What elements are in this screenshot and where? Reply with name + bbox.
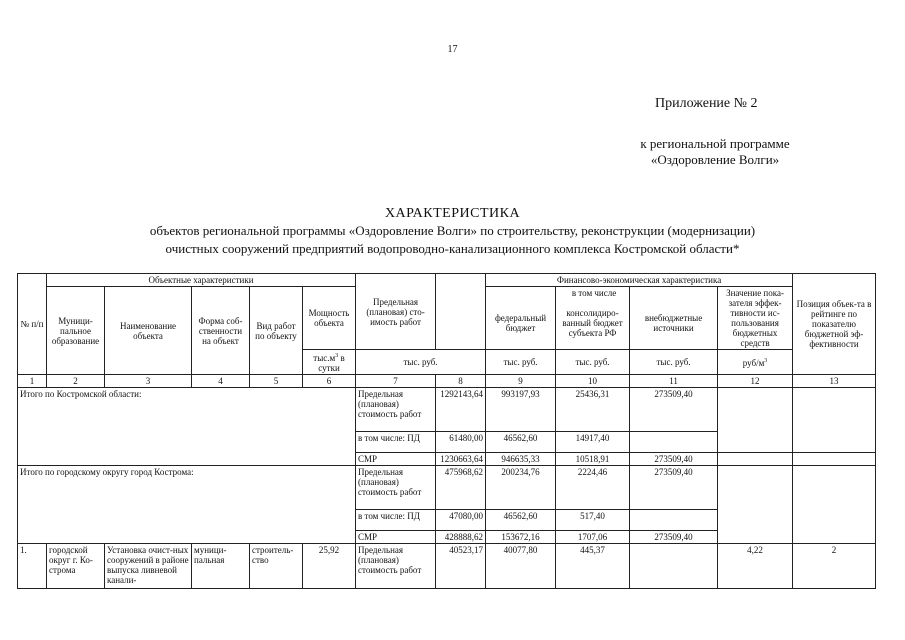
column-numbers-row <box>18 375 876 388</box>
col-number: 2 <box>47 375 105 388</box>
cell-federal: 200234,76 <box>486 466 556 510</box>
cell-federal: 946635,33 <box>486 453 556 466</box>
group-header-including: в том числе <box>571 288 617 298</box>
row-type: в том числе: ПД <box>356 432 436 453</box>
table-row <box>18 388 876 432</box>
col-number: 3 <box>105 375 192 388</box>
cell-total: 47080,00 <box>436 510 486 531</box>
subtitle-line-2: очистных сооружений предприятий водопроводно-канализационного комплекса Костромской области* <box>165 241 740 256</box>
cell-extrabudget <box>630 432 718 453</box>
cell-consolidated: 25436,31 <box>556 388 630 432</box>
object-municipality: городской округ г. Ко-строма <box>47 544 105 589</box>
page-number: 17 <box>447 44 458 55</box>
col-header-capacity: Мощность объекта <box>303 287 356 350</box>
object-total: 40523,17 <box>436 544 486 589</box>
object-consolidated: 445,37 <box>556 544 630 589</box>
cell-total: 1230663,64 <box>436 453 486 466</box>
row-type: Предельная (плановая) стоимость работ <box>356 466 436 510</box>
unit-federal: тыс. руб. <box>486 350 556 375</box>
cell-total: 61480,00 <box>436 432 486 453</box>
cell-federal: 46562,60 <box>486 432 556 453</box>
program-line-1: к региональной программе <box>640 136 790 151</box>
col-number: 4 <box>192 375 250 388</box>
cell-federal: 46562,60 <box>486 510 556 531</box>
col-header-work-type: Вид работ по объекту <box>250 287 303 375</box>
col-number: 6 <box>303 375 356 388</box>
appendix-label: Приложение № 2 <box>655 96 758 111</box>
col-number: 9 <box>486 375 556 388</box>
col-header-max-cost: Предельная (плановая) сто-имость работ <box>356 274 436 350</box>
group-label-city: Итого по городскому округу город Кострома: <box>18 466 356 544</box>
cell-consolidated: 1707,06 <box>556 531 630 544</box>
col-number: 5 <box>250 375 303 388</box>
cell-extrabudget <box>630 510 718 531</box>
unit-indicator: руб/$м^3$ <box>718 350 793 375</box>
cell-consolidated: 2224,46 <box>556 466 630 510</box>
group-label-region: Итого по Костромской области: <box>18 388 356 466</box>
document-subtitle <box>0 222 905 258</box>
col-number: 13 <box>793 375 876 388</box>
cell-federal: 153672,16 <box>486 531 556 544</box>
col-number: 11 <box>630 375 718 388</box>
col-header-extrabudget: внебюджетные источники <box>630 287 718 350</box>
col-header-rating: Позиция объек-та в рейтинге по показателю бюджетной эф-фективности <box>793 274 876 375</box>
col-header-ownership: Форма соб-ственности на объект <box>192 287 250 375</box>
object-work-type: строитель-ство <box>250 544 303 589</box>
object-indicator: 4,22 <box>718 544 793 589</box>
col-header-object-name: Наименование объекта <box>105 287 192 375</box>
row-type: СМР <box>356 531 436 544</box>
group-header-object: Объектные характеристики <box>47 274 356 287</box>
col-number: 1 <box>18 375 47 388</box>
col-header-consolidated: консолидиро-ванный бюджет субъекта РФ <box>556 287 630 350</box>
subtitle-line-1: объектов региональной программы «Оздоровление Волги» по строительству, реконструкции (модернизации) <box>149 223 756 238</box>
col-header-municipality: Муници-пальное образование <box>47 287 105 375</box>
cell-consolidated: 10518,91 <box>556 453 630 466</box>
col-header-federal: в том числе федеральный бюджет <box>486 287 556 350</box>
unit-rub: тыс. руб. <box>356 350 486 375</box>
row-type: Предельная (плановая) стоимость работ <box>356 388 436 432</box>
cell-consolidated: 14917,40 <box>556 432 630 453</box>
object-row <box>18 544 876 589</box>
col-number: 8 <box>436 375 486 388</box>
row-type: СМР <box>356 453 436 466</box>
object-capacity: 25,92 <box>303 544 356 589</box>
object-name: Установка очист-ных сооружений в районе выпуска ливневой канали- <box>105 544 192 589</box>
cell-extrabudget: 273509,40 <box>630 531 718 544</box>
group-header-financial: Финансово-экономическая характеристика <box>486 274 793 287</box>
object-row-type: Предельная (плановая) стоимость работ <box>356 544 436 589</box>
object-extrabudget <box>630 544 718 589</box>
object-num: 1. <box>18 544 47 589</box>
unit-consolidated: тыс. руб. <box>556 350 630 375</box>
program-line-2: «Оздоровление Волги» <box>650 152 780 167</box>
col-number: 12 <box>718 375 793 388</box>
cell-total: 1292143,64 <box>436 388 486 432</box>
col-header-num: № п/п <box>18 274 47 375</box>
row-type: в том числе: ПД <box>356 510 436 531</box>
cell-consolidated: 517,40 <box>556 510 630 531</box>
unit-extrabudget: тыс. руб. <box>630 350 718 375</box>
cell-extrabudget: 273509,40 <box>630 388 718 432</box>
cell-total: 428888,62 <box>436 531 486 544</box>
characteristics-table <box>17 273 876 589</box>
col-number: 7 <box>356 375 436 388</box>
object-rating: 2 <box>793 544 876 589</box>
cell-extrabudget: 273509,40 <box>630 466 718 510</box>
col-header-indicator: Значение пока-зателя эффек-тивности ис-пользования бюджетных средств <box>718 287 793 350</box>
object-ownership: муници-пальная <box>192 544 250 589</box>
table-row <box>18 466 876 510</box>
object-federal: 40077,80 <box>486 544 556 589</box>
cell-total: 475968,62 <box>436 466 486 510</box>
cell-federal: 993197,93 <box>486 388 556 432</box>
cell-extrabudget: 273509,40 <box>630 453 718 466</box>
col-number: 10 <box>556 375 630 388</box>
document-title: ХАРАКТЕРИСТИКА <box>384 206 521 221</box>
header-group-row <box>18 274 876 287</box>
program-reference <box>590 136 840 168</box>
unit-capacity: $тыс.м^3$ в сутки <box>303 350 356 375</box>
